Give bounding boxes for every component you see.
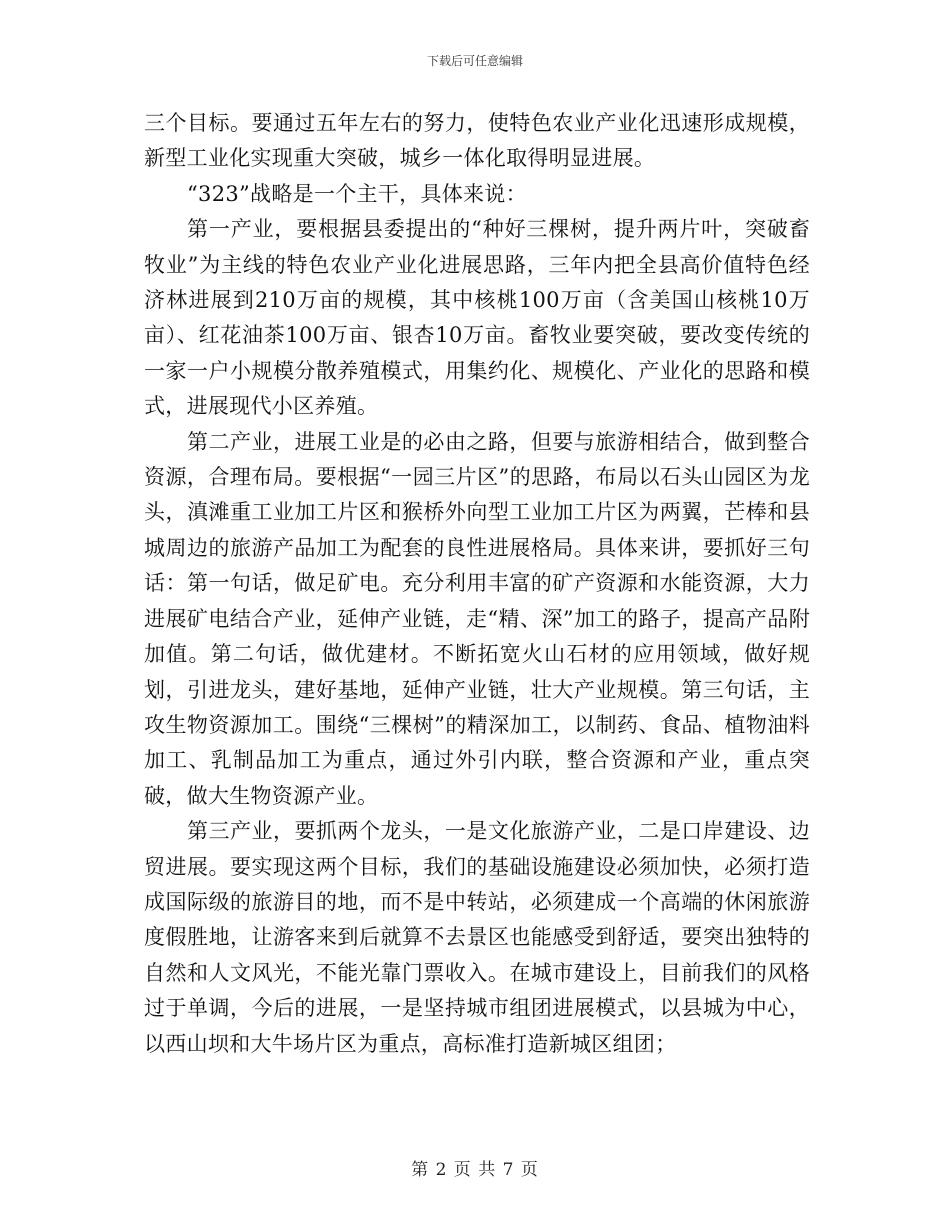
paragraph-primary-industry: 第一产业，要根据县委提出的“种好三棵树，提升两片叶，突破畜牧业”为主线的特色农业产业化进展思路，三年内把全县高价值特色经济林进展到210万亩的规模，其中核桃100万亩（含美国山核桃10万亩）、红花油茶100万亩、银杏10万亩。畜牧业要突破，要改变传统的一家一户小规模分散养殖模式，用集约化、规模化、产业化的思路和模式，进展现代小区养殖。 bbox=[144, 217, 810, 419]
page-number: 第 2 页 共 7 页 bbox=[411, 1160, 539, 1180]
paragraph-continuation: 三个目标。要通过五年左右的努力，使特色农业产业化迅速形成规模，新型工业化实现重大突破，城乡一体化取得明显进展。 bbox=[144, 111, 810, 171]
paragraph-secondary-industry: 第二产业，进展工业是的必由之路，但要与旅游相结合，做到整合资源，合理布局。要根据“一园三片区”的思路，布局以石头山园区为龙头，滇滩重工业加工片区和猴桥外向型工业加工片区为两翼，芒棒和县城周边的旅游产品加工为配套的良性进展格局。具体来讲，要抓好三句话：第一句话，做足矿电。充分利用丰富的矿产资源和水能资源，大力进展矿电结合产业，延伸产业链，走“精、深”加工的路子，提高产品附加值。第二句话，做优建材。不断拓宽火山石材的应用领域，做好规划，引进龙头，建好基地，延伸产业链，壮大产业规模。第三句话，主攻生物资源加工。围绕“三棵树”的精深加工，以制药、食品、植物油料加工、乳制品加工为重点，通过外引内联，整合资源和产业，重点突破，做大生物资源产业。 bbox=[144, 429, 810, 808]
document-body bbox=[144, 106, 810, 1062]
page-header-note: 下载后可任意编辑 bbox=[426, 54, 523, 68]
paragraph-strategy-intro: “323”战略是一个主干，具体来说： bbox=[187, 181, 527, 206]
paragraph-tertiary-industry: 第三产业，要抓两个龙头，一是文化旅游产业，二是口岸建设、边贸进展。要实现这两个目标，我们的基础设施建设必须加快，必须打造成国际级的旅游目的地，而不是中转站，必须建成一个高端的休闲旅游度假胜地，让游客来到后就算不去景区也能感受到舒适，要突出独特的自然和人文风光，不能光靠门票收入。在城市建设上，目前我们的风格过于单调，今后的进展，一是坚持城市组团进展模式，以县城为中心，以西山坝和大牛场片区为重点，高标准打造新城区组团； bbox=[144, 819, 810, 1056]
